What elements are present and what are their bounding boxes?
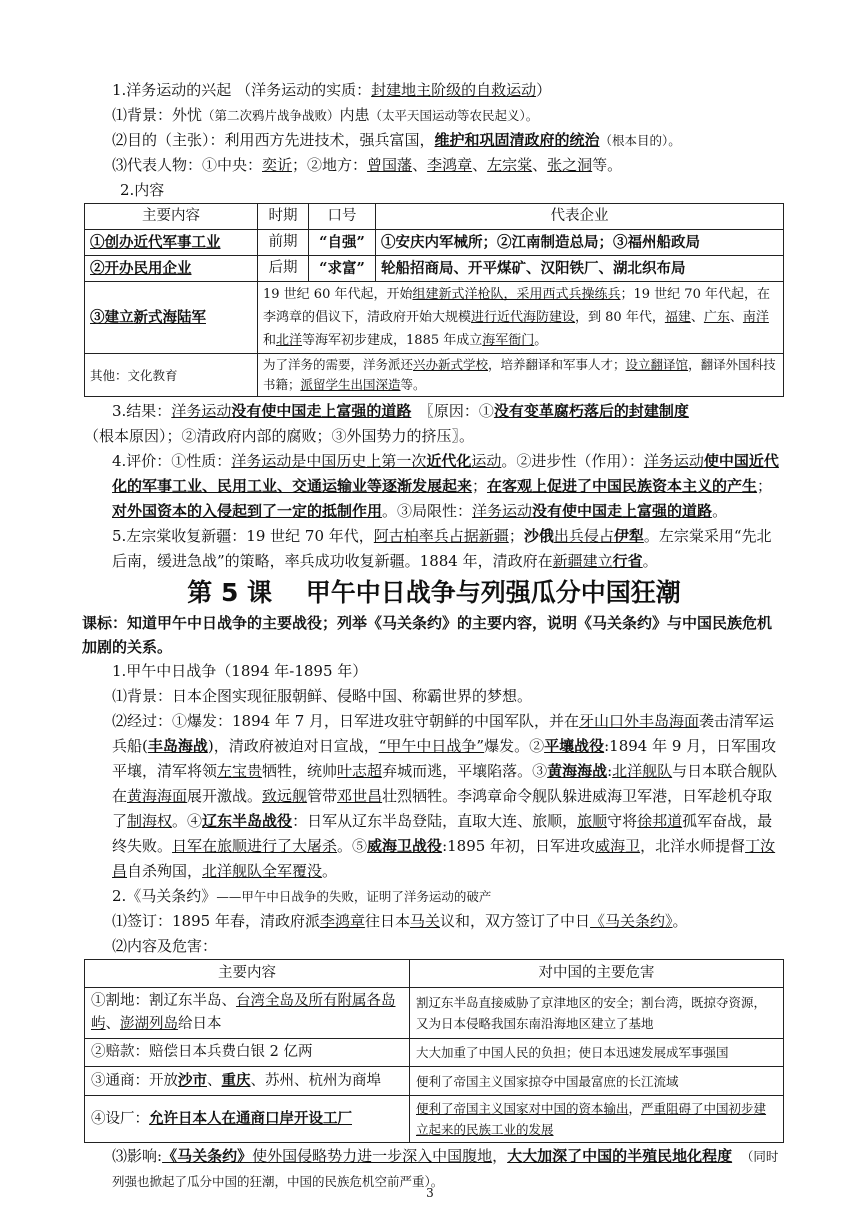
war-course — [84, 709, 784, 884]
eval-u: 运动 — [471, 452, 502, 470]
desc-text: 。 — [534, 333, 548, 348]
table-row — [85, 988, 784, 1039]
representatives-line — [84, 153, 784, 178]
header-cell: 时期 — [258, 204, 309, 230]
effect-text: ⑶影响: — [112, 1147, 163, 1165]
curriculum-standard: 课标：知道甲午中日战争的主要战役；列举《马关条约》的主要内容，说明《马关条约》与中国民族危机加剧的关系。 — [82, 614, 773, 656]
harm-u: 便利了帝国主义国家对中国的资本输出 — [416, 1101, 629, 1116]
desc-u: 广东 — [703, 310, 730, 325]
xj-bold: 沙俄 — [523, 527, 554, 545]
clause-u: 台湾全岛及所有附属各岛屿 — [91, 993, 396, 1032]
xj-u: 出兵侵占 — [553, 527, 614, 545]
desc-text: ，到 80 年代， — [575, 310, 665, 325]
course-bold: 黄海海战 — [547, 762, 608, 780]
treaty-signing — [84, 909, 784, 934]
treaty-harm: 割辽东半岛直接威胁了京津地区的安全；割台湾，既掠夺资源，又为日本侵略我国东南沿海地区建立了基地 — [410, 988, 784, 1039]
row-enterprises — [376, 256, 784, 282]
separator: 、 — [412, 156, 428, 174]
desc-u: 南洋 — [742, 310, 769, 325]
course-u: 旅顺 — [577, 812, 608, 830]
course-u: “甲午中日战争” — [378, 737, 485, 755]
desc-text: 等海军初步建成，1885 年成立 — [302, 333, 483, 348]
course-text: : — [607, 762, 613, 780]
xj-bold: 行省 — [612, 552, 643, 570]
row-content: ①创办近代军事工业 — [85, 230, 258, 256]
desc-text: 、 — [690, 310, 704, 325]
eval-prefix: 4.评价：①性质： — [112, 452, 232, 470]
course-text: 管带 — [307, 787, 338, 805]
table-row — [85, 1067, 784, 1096]
table-row — [85, 256, 784, 282]
result-bold: 没有使中国走上富强的道路 — [231, 402, 412, 420]
effect-bold: 《马关条约》 — [162, 1147, 253, 1165]
eval-u: 洋务运动 — [643, 452, 704, 470]
result-bold: 没有变革腐朽落后的封建制度 — [493, 402, 689, 420]
desc-u: 福建 — [664, 310, 691, 325]
desc-text: ，培养翻译和军事人才； — [488, 357, 626, 372]
sign-u: 马关 — [409, 912, 440, 930]
eval-bold: 对外国资本的入侵起到了一定的抵制作用 — [112, 502, 383, 520]
treaty-note: ——甲午中日战争的失败，证明了洋务运动的破产 — [216, 889, 492, 904]
course-text: :1895 年初，日军进攻 — [442, 837, 596, 855]
desc-text: 、 — [729, 310, 743, 325]
course-text: 爆发。② — [484, 737, 545, 755]
course-bold: 丰岛海战 — [147, 737, 208, 755]
goal-line — [84, 128, 784, 153]
sign-text: ⑴签订：1895 年春，清政府派 — [112, 912, 320, 930]
eval-bold: 没有使中国走上富强的道路 — [532, 502, 713, 520]
course-text: 守将 — [607, 812, 638, 830]
eval-bold: 使中国近代化的军事工业、民用工业、交通运输业等逐渐发展起来 — [112, 452, 779, 495]
rep-central: 奕䜣 — [262, 156, 293, 174]
course-u: 叶志超 — [337, 762, 383, 780]
bg-mid: 内患 — [339, 106, 370, 124]
treaty-table — [84, 959, 784, 1143]
clause-u: 澎湖列岛 — [120, 1016, 178, 1032]
course-u: 黄海海面 — [127, 787, 188, 805]
war-heading: 1.甲午中日战争（1894 年-1895 年） — [112, 662, 368, 680]
eval-text: ； — [472, 477, 488, 495]
desc-u: 派留学生出国深造 — [300, 377, 401, 392]
desc-u: 设立翻译馆 — [625, 357, 689, 372]
goal-prefix: ⑵目的（主张）：利用西方先进技术，强兵富国， — [112, 131, 435, 149]
sign-text: 往日本 — [364, 912, 410, 930]
clause-text: 给日本 — [178, 1016, 222, 1032]
separator: 、 — [526, 260, 541, 277]
course-u: 牙山口外丰岛海面 — [579, 712, 700, 730]
treaty-heading — [84, 884, 784, 909]
bg-label: ⑴背景：外忧 — [112, 106, 203, 124]
rep-name: 曾国藩 — [367, 156, 413, 174]
course-u: 左宝贵 — [217, 762, 263, 780]
treaty-content-heading: ⑵内容及危害： — [112, 937, 218, 955]
enterprise: 湖北织布局 — [613, 260, 686, 277]
treaty-clause: ②赔款：赔偿日本兵费白银 2 亿两 — [85, 1039, 410, 1067]
row-period: 前期 — [258, 230, 309, 256]
xj-u: 新疆建立 — [552, 552, 613, 570]
table-row — [85, 282, 784, 354]
course-bold: 威海卫战役 — [367, 837, 443, 855]
desc-text: 为了洋务的需要，洋务派还 — [263, 357, 414, 372]
xj-text: 。左宗棠采用“先北后南，缓进急战”的策略，率兵成功收复新疆。1884 年，清政府在 — [112, 527, 772, 570]
course-text: 。⑤ — [337, 837, 368, 855]
content-table — [84, 203, 784, 397]
header-cell: 代表企业 — [376, 204, 784, 230]
enterprise: 轮船招商局 — [381, 260, 454, 277]
table-row — [85, 230, 784, 256]
effect-bold: 大大加深了中国的半殖民地化程度 — [507, 1147, 733, 1165]
harm-u: 严重阻碍了中国初步建立起来的民族工业的发展 — [416, 1101, 767, 1137]
desc-text: 和 — [263, 333, 277, 348]
clause-text: 、苏州、杭州为商埠 — [250, 1073, 381, 1089]
header-cell: 主要内容 — [85, 204, 258, 230]
row-period: 后期 — [258, 256, 309, 282]
xj-bold: 伊犁 — [613, 527, 644, 545]
separator: 、 — [472, 156, 488, 174]
clause-text: 、 — [207, 1073, 222, 1089]
separator: 、 — [598, 260, 613, 277]
course-text: 。④ — [172, 812, 203, 830]
clause-text: ①割地：割辽东半岛、 — [91, 993, 236, 1009]
page-number: 3 — [426, 1186, 434, 1200]
eval-u: 洋务运动 — [472, 502, 533, 520]
result-u: 洋务运动 — [171, 402, 232, 420]
essence-text: 封建地主阶级的自救运动 — [371, 81, 537, 99]
course-text: 袭击清军运兵船( — [112, 712, 775, 755]
enterprise: 开平煤矿 — [468, 260, 526, 277]
enterprise: ①安庆内军械所 — [381, 234, 483, 251]
treaty-clause — [85, 988, 410, 1039]
clause-text: ④设厂： — [91, 1111, 149, 1127]
course-bold: 辽东半岛战役 — [202, 812, 293, 830]
course-text: 自杀殉国， — [127, 862, 203, 880]
separator: 、 — [453, 260, 468, 277]
desc-u: 进行近代海防建设 — [471, 310, 576, 325]
desc-u: 兴办新式学校 — [413, 357, 489, 372]
document-page — [84, 78, 784, 1194]
course-text: 展开激战。 — [187, 787, 263, 805]
course-text: 壮烈牺牲。李鸿章命令舰队躲进威海卫军港，日军趁机夺取了 — [112, 787, 773, 830]
result-line-2: （根本原因）；②清政府内部的腐败；③外国势力的挤压〗。 — [84, 427, 475, 445]
course-text: 弃城而逃，平壤陷落。③ — [382, 762, 548, 780]
essence-prefix: （洋务运动的实质： — [236, 81, 372, 99]
table-header-row — [85, 960, 784, 988]
row-slogan: “求富” — [309, 256, 376, 282]
eval-text: 。②进步性（作用）： — [501, 452, 644, 470]
enterprise: ②江南制造总局 — [497, 234, 599, 251]
course-u: 致远舰 — [262, 787, 308, 805]
table-row — [85, 1096, 784, 1143]
eval-text: ； — [757, 477, 773, 495]
row-description — [258, 354, 784, 397]
section-2-heading: 2.内容 — [120, 181, 165, 199]
row-content: ②开办民用企业 — [85, 256, 258, 282]
clause-bold: 重庆 — [221, 1072, 251, 1089]
eval-text: 。 — [712, 502, 728, 520]
treaty-harm: 便利了帝国主义国家掠夺中国最富庶的长江流域 — [410, 1067, 784, 1096]
course-text: ⑵经过：①爆发：1894 年 7 月，日军进攻驻守朝鲜的中国军队，并在 — [112, 712, 580, 730]
course-bold: 平壤战役 — [544, 737, 605, 755]
eval-text: 。③局限性： — [382, 502, 473, 520]
course-u: 北洋舰队全军覆没 — [202, 862, 323, 880]
header-cell: 口号 — [309, 204, 376, 230]
eval-u: 洋务运动是中国历史上第一次 — [231, 452, 427, 470]
effect-note: （同时列强也掀起了瓜分中国的狂潮，中国的民族危机空前严重）。 — [112, 1149, 779, 1189]
separator: ； — [598, 234, 613, 251]
course-text: 牺牲，统帅 — [262, 762, 338, 780]
sign-text: 。 — [672, 912, 688, 930]
course-text: :1894 年 9 月，日军围攻平壤，清军将领 — [112, 737, 777, 780]
rep-mid: ；②地方： — [292, 156, 368, 174]
course-u: 制海权 — [127, 812, 173, 830]
desc-text: 等。 — [400, 377, 426, 392]
course-text: 孤军奋战，最终失败。 — [112, 812, 773, 855]
clause-bold: 允许日本人在通商口岸开设工厂 — [149, 1110, 352, 1127]
xj-text: 。 — [642, 552, 658, 570]
result-mid: 〖原因：① — [426, 402, 494, 420]
course-u: 威海卫 — [595, 837, 641, 855]
row-slogan: “自强” — [309, 230, 376, 256]
separator: ； — [482, 234, 497, 251]
course-u: 徐邦道 — [637, 812, 683, 830]
background-line — [84, 103, 784, 128]
lesson-title: 第 5 课 甲午中日战争与列强瓜分中国狂潮 — [187, 578, 681, 607]
xj-u: 阿古柏率兵占据新疆 — [373, 527, 509, 545]
header-cell: 主要内容 — [85, 960, 410, 988]
sign-u: 《马关条约》 — [590, 912, 673, 930]
war-background: ⑴背景：日本企图实现征服朝鲜、侵略中国、称霸世界的梦想。 — [112, 687, 533, 705]
rep-name: 左宗棠 — [487, 156, 533, 174]
result-line — [84, 399, 784, 424]
separator: 、 — [532, 156, 548, 174]
course-u: 邓世昌 — [337, 787, 383, 805]
goal-suffix: （根本目的）。 — [599, 133, 681, 148]
desc-u: 组建新式洋枪队，采用西式兵操练兵 — [412, 287, 621, 302]
desc-text: ，翻译外国科技书籍； — [263, 357, 776, 392]
rep-name: 张之洞 — [547, 156, 593, 174]
xj-text: ； — [508, 527, 524, 545]
header-cell: 对中国的主要危害 — [410, 960, 784, 988]
clause-text: 、 — [105, 1016, 120, 1032]
treaty-harm — [410, 1096, 784, 1143]
table-row — [85, 354, 784, 397]
treaty-harm: 大大加重了中国人民的负担；使日本迅速发展成军事强国 — [410, 1039, 784, 1067]
course-text: 。 — [322, 862, 338, 880]
harm-text: ， — [628, 1101, 642, 1116]
effect-text: ， — [492, 1147, 508, 1165]
result-prefix: 3.结果： — [112, 402, 172, 420]
heading-text: 1.洋务运动的兴起 — [112, 81, 232, 99]
course-u: 日军在旅顺进行了大屠杀 — [172, 837, 338, 855]
desc-u: 海军衙门 — [482, 333, 535, 348]
xj-text: 5.左宗棠收复新疆：19 世纪 70 年代， — [112, 527, 374, 545]
course-text: )，清政府被迫对日宣战， — [207, 737, 379, 755]
course-text: ：日军从辽东半岛登陆，直取大连、旅顺， — [292, 812, 578, 830]
xinjiang-paragraph — [84, 524, 784, 574]
essence-suffix: ） — [536, 81, 552, 99]
row-enterprises — [376, 230, 784, 256]
row-content: 其他：文化教育 — [85, 354, 258, 397]
treaty-title: 2.《马关条约》 — [112, 887, 217, 905]
table-row — [85, 1039, 784, 1067]
treaty-clause — [85, 1096, 410, 1143]
sign-text: 议和，双方签订了中日 — [440, 912, 591, 930]
table-header-row — [85, 204, 784, 230]
eval-bold: 在客观上促进了中国民族资本主义的产生 — [487, 477, 758, 495]
goal-bold: 维护和巩固清政府的统治 — [434, 131, 600, 149]
course-text: 与日本联合舰队在 — [112, 762, 778, 805]
rep-prefix: ⑶代表人物：①中央： — [112, 156, 263, 174]
sign-u: 李鸿章 — [319, 912, 365, 930]
row-description — [258, 282, 784, 354]
course-u: 丁汝昌 — [112, 837, 776, 880]
clause-bold: 沙市 — [178, 1072, 207, 1089]
bg-note-2: （太平天国运动等农民起义）。 — [369, 108, 539, 123]
enterprise: ③福州船政局 — [613, 234, 700, 251]
rep-suffix: 等。 — [592, 156, 623, 174]
course-text: ，北洋水师提督 — [640, 837, 746, 855]
clause-text: ③通商：开放 — [91, 1073, 178, 1089]
treaty-clause — [85, 1067, 410, 1096]
eval-bold: 近代化 — [426, 452, 472, 470]
rep-name: 李鸿章 — [427, 156, 473, 174]
desc-u: 北洋 — [276, 333, 303, 348]
section-1-heading — [84, 78, 784, 103]
desc-text: ；19 世纪 70 年代起，在李鸿章的倡议下，清政府开始大规模 — [263, 287, 770, 325]
row-content: ③建立新式海陆军 — [85, 282, 258, 354]
bg-note-1: （第二次鸦片战争战败） — [202, 108, 340, 123]
evaluation-paragraph — [84, 449, 784, 524]
enterprise: 汉阳铁厂 — [540, 260, 599, 277]
desc-text: 19 世纪 60 年代起，开始 — [263, 287, 413, 302]
effect-u: 使外国侵略势力进一步深入中国腹地 — [252, 1147, 493, 1165]
course-u: 北洋舰队 — [612, 762, 673, 780]
